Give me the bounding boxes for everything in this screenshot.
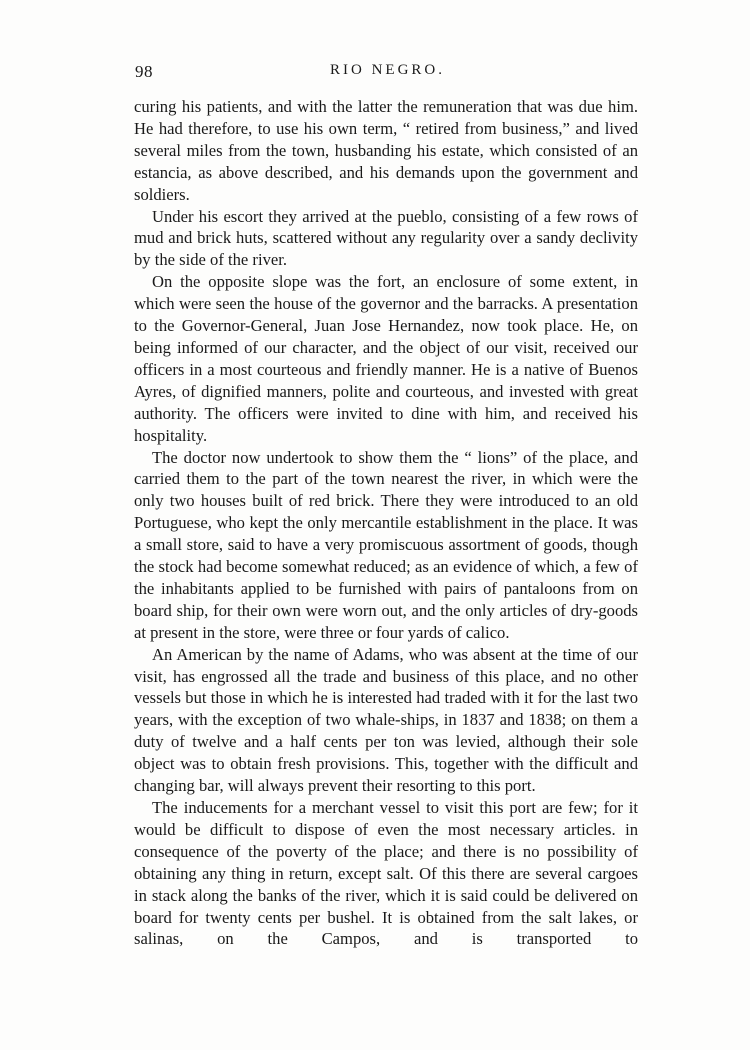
paragraph [134, 644, 638, 797]
paragraph [134, 206, 638, 272]
running-title: RIO NEGRO. [330, 62, 445, 78]
paragraph-text: The doctor now undertook to show them the “ lions” of the place, and carried them to the part of the town nearest the river, in which were the only two houses built of red brick. There they were introduced to an old Portuguese, who kept the only mercantile establishment in the place. It was a small store, said to have a very promiscuous assortment of goods, though the stock had become somewhat reduced; as an evidence of which, a few of the inhabitants applied to be furnished with pairs of pantaloons from on board ship, for their own were worn out, and the only articles of dry-goods at present in the store, were three or four yards of calico. [134, 447, 638, 642]
paragraph-text: The inducements for a merchant vessel to visit this port are few; for it would be difficult to dispose of even the most necessary articles. in consequence of the poverty of the place; and there is no possibility of obtaining any thing in return, except salt. Of this there are several cargoes in stack along the banks of the river, which it is said could be delivered on board for twenty cents per bushel. It is obtained from the salt lakes, or salinas, on the Campos, and is transported to [134, 798, 638, 949]
paragraph-text: On the opposite slope was the fort, an enclosure of some extent, in which were seen the house of the governor and the barracks. A presentation to the Governor-General, Juan Jose Hernandez, now took place. He, on being informed of our character, and the object of our visit, received our officers in a most courteous and friendly manner. He is a native of Buenos Ayres, of dignified manners, polite and courteous, and invested with great authority. The officers were invited to dine with him, and received his hospitality. [134, 272, 638, 445]
paragraph-text: Under his escort they arrived at the pueblo, consisting of a few rows of mud and brick huts, scattered without any regularity over a sandy declivity by the side of the river. [134, 206, 638, 270]
paragraph [134, 96, 638, 206]
paragraph [134, 271, 638, 446]
page-number: 98 [135, 62, 153, 81]
paragraph [134, 447, 638, 644]
paragraph [134, 797, 638, 950]
paragraph-text: An American by the name of Adams, who was absent at the time of our visit, has engrossed all the trade and business of this place, and no other vessels but those in which he is interested had traded with it for the last two years, with the exception of two whale-ships, in 1837 and 1838; on them a duty of twelve and a half cents per ton was levied, although their sole object was to obtain fresh provisions. This, together with the difficult and changing bar, will always prevent their resorting to this port. [134, 644, 638, 796]
running-head [135, 62, 640, 84]
body-text [134, 96, 638, 950]
paragraph-text: curing his patients, and with the latter the remuneration that was due him. He had therefore, to use his own term, “ retired from business,” and lived several miles from the town, husbanding his estate, which consisted of an estancia, as above described, and his demands upon the government and soldiers. [134, 97, 638, 204]
